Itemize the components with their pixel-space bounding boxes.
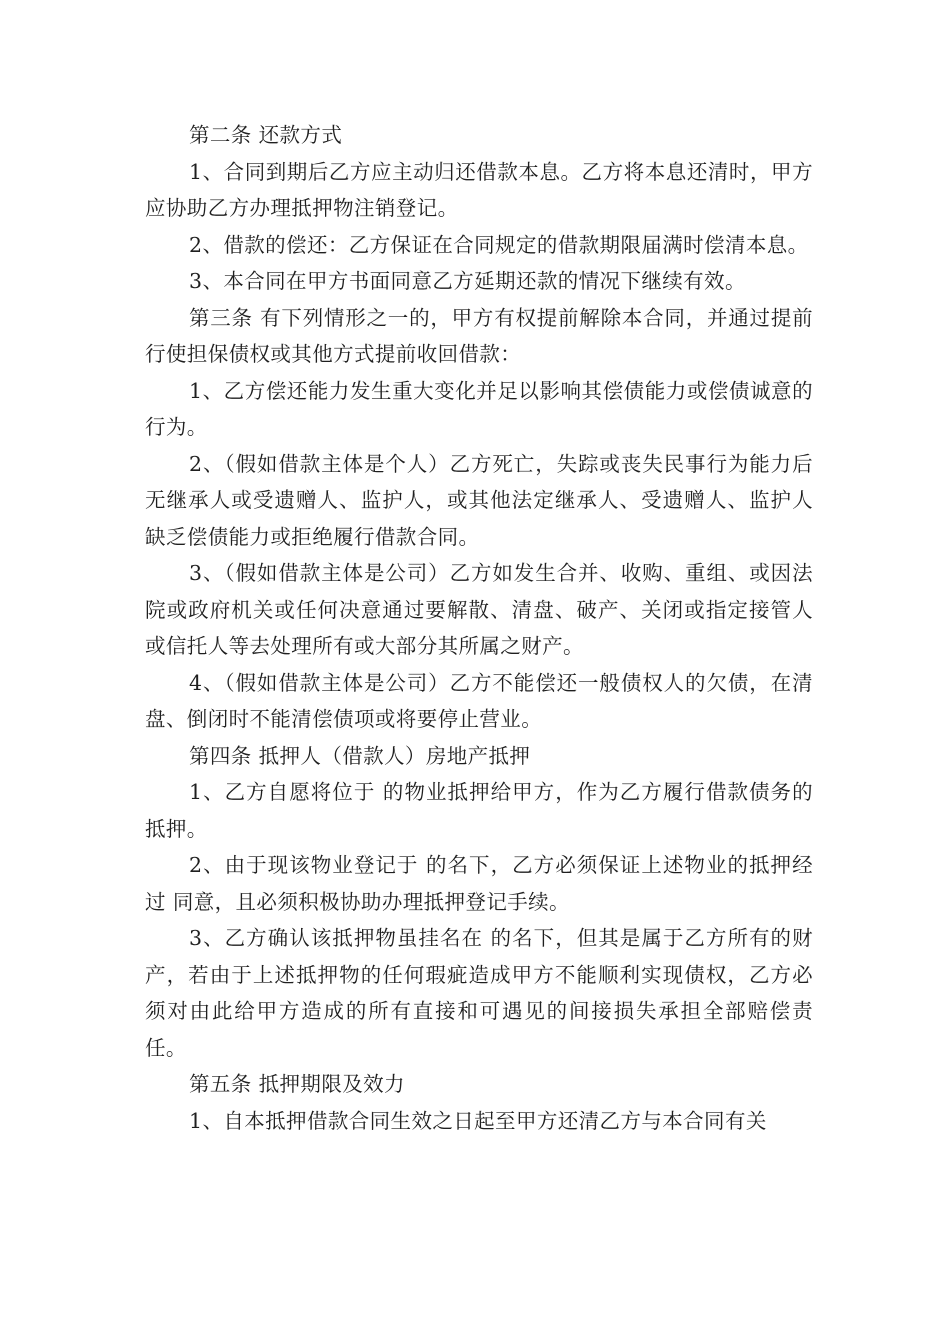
clause-paragraph: 2、借款的偿还：乙方保证在合同规定的借款期限届满时偿清本息。: [189, 232, 809, 257]
heading-article-4: 第四条 抵押人（借款人）房地产抵押: [189, 743, 531, 768]
clause-paragraph: 3、（假如借款主体是公司）乙方如发生合并、收购、重组、或因法院或政府机关或任何决意通过要解散、清盘、破产、关闭或指定接管人或信托人等去处理所有或大部分其所属之财产。: [145, 561, 813, 658]
clause-paragraph: 2、由于现该物业登记于 的名下，乙方必须保证上述物业的抵押经过 同意，且必须积极协助办理抵押登记手续。: [145, 853, 813, 914]
clause-paragraph: 4、（假如借款主体是公司）乙方不能偿还一般债权人的欠债，在清盘、倒闭时不能清偿债项或将要停止营业。: [145, 670, 813, 731]
clause-paragraph: 1、乙方偿还能力发生重大变化并足以影响其偿债能力或偿债诚意的行为。: [145, 378, 813, 439]
heading-article-3: 第三条 有下列情形之一的，甲方有权提前解除本合同，并通过提前行使担保债权或其他方式提前收回借款：: [145, 305, 813, 366]
document-body: [145, 117, 813, 1139]
clause-paragraph: 2、（假如借款主体是个人）乙方死亡，失踪或丧失民事行为能力后无继承人或受遗赠人、监护人，或其他法定继承人、受遗赠人、监护人缺乏偿债能力或拒绝履行借款合同。: [145, 451, 813, 549]
clause-paragraph: 3、本合同在甲方书面同意乙方延期还款的情况下继续有效。: [189, 269, 746, 293]
heading-article-2: 第二条 还款方式: [189, 123, 343, 147]
clause-paragraph: 1、自本抵押借款合同生效之日起至甲方还清乙方与本合同有关: [189, 1108, 767, 1133]
clause-paragraph: 1、合同到期后乙方应主动归还借款本息。乙方将本息还清时，甲方应协助乙方办理抵押物注销登记。: [145, 159, 813, 220]
heading-article-5: 第五条 抵押期限及效力: [189, 1072, 405, 1096]
clause-paragraph: 1、乙方自愿将位于 的物业抵押给甲方，作为乙方履行借款债务的抵押。: [145, 780, 813, 841]
clause-paragraph: 3、乙方确认该抵押物虽挂名在 的名下，但其是属于乙方所有的财产，若由于上述抵押物的任何瑕疵造成甲方不能顺利实现债权，乙方必须对由此给甲方造成的所有直接和可遇见的间接损失承担全部赔偿责任。: [145, 926, 813, 1060]
